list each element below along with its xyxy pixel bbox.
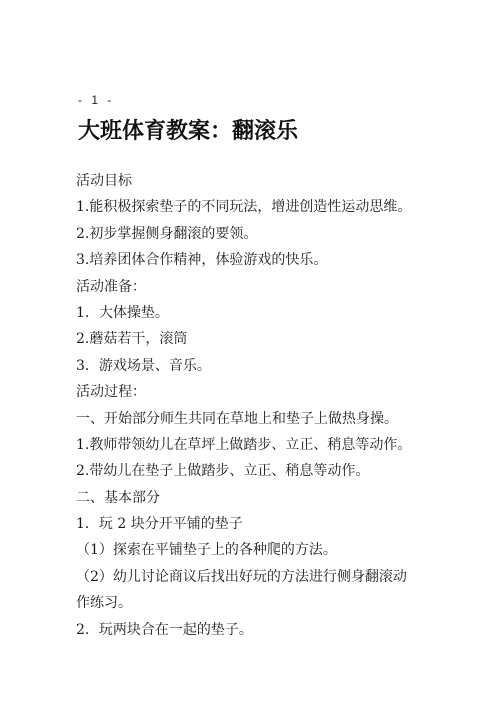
- preparation-item: 3．游戏场景、音乐。: [76, 357, 211, 374]
- process-step: 一、开始部分师生共同在草地上和垫子上做热身操。: [76, 410, 398, 427]
- goal-item: 2.初步掌握侧身翻滚的要领。: [76, 225, 258, 242]
- section-heading-goals: 活动目标: [76, 173, 132, 189]
- document-title: 大班体育教案：翻滚乐: [78, 119, 299, 144]
- process-substep: （1）探索在平铺垫子上的各种爬的方法。: [76, 542, 337, 559]
- goal-item: 1.能积极探索垫子的不同玩法，增进创造性运动思维。: [76, 199, 412, 216]
- preparation-item: 1．大体操垫。: [76, 304, 169, 321]
- process-step: 1.教师带领幼儿在草坪上做踏步、立正、稍息等动作。: [76, 436, 412, 453]
- preparation-item: 2.蘑菇若干，滚筒: [76, 331, 188, 348]
- process-step: 2.带幼儿在垫子上做踏步、立正、稍息等动作。: [76, 463, 370, 480]
- process-substep-continuation: 作练习。: [76, 595, 132, 612]
- section-heading-process: 活动过程：: [76, 384, 146, 401]
- process-substep: （2）幼儿讨论商议后找出好玩的方法进行侧身翻滚动: [76, 568, 407, 585]
- page-number: - 1 -: [78, 93, 115, 107]
- document-body: [76, 172, 426, 647]
- subsection-heading-basic: 二、基本部分: [76, 489, 160, 506]
- process-step: 1．玩 2 块分开平铺的垫子: [76, 516, 243, 533]
- process-step: 2．玩两块合在一起的垫子。: [76, 621, 253, 638]
- section-heading-preparation: 活动准备：: [76, 278, 146, 295]
- goal-item: 3.培养团体合作精神，体验游戏的快乐。: [76, 252, 328, 269]
